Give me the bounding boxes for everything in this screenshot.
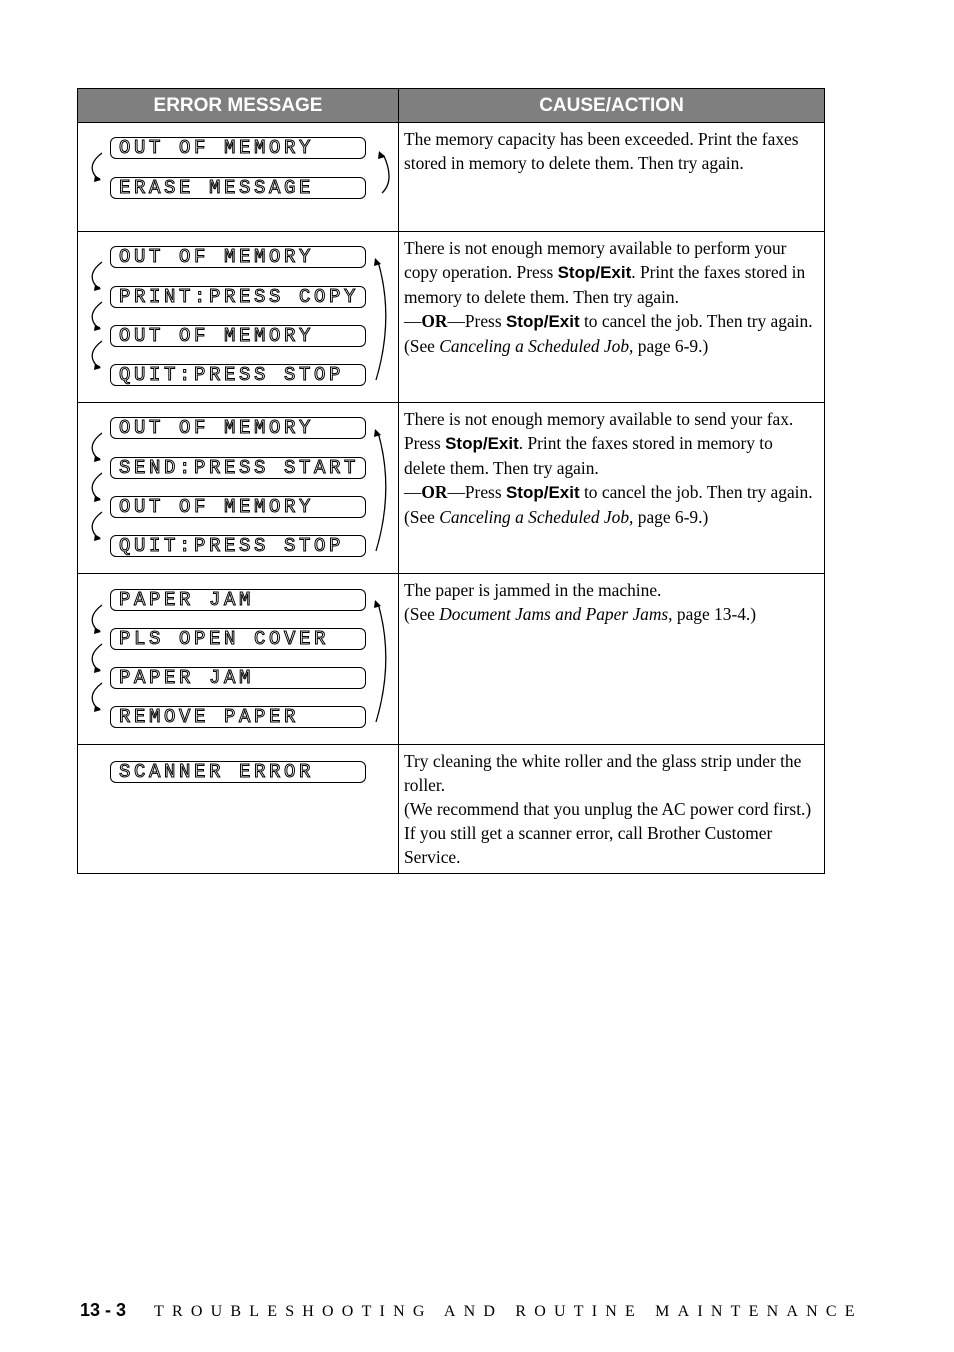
action-text: There is not enough memory available to send your fax. Press Stop/Exit. Print the faxes stored in memory to delete them. Then try again. — [404, 409, 794, 478]
lcd-display-message: PLS OPEN COVER — [110, 628, 366, 650]
stop-exit-key-label: Stop/Exit — [557, 263, 632, 282]
stop-exit-key-label: Stop/Exit — [445, 434, 519, 453]
error-message-cell — [78, 403, 399, 574]
action-text: There is not enough memory available to perform your copy operation. Press Stop/Exit. Print the faxes stored in memory to delete them. Then try again. — [404, 238, 806, 307]
lcd-display-message: OUT OF MEMORY — [110, 246, 366, 268]
lcd-display-message: SCANNER ERROR — [110, 761, 366, 783]
table-row — [78, 123, 825, 232]
error-message-cell — [78, 123, 399, 232]
cause-action-cell — [399, 403, 825, 574]
table-row — [78, 574, 825, 745]
action-alternative: —OR—Press Stop/Exit to cancel the job. Then try again. (See Canceling a Scheduled Job, page 6-9.) — [404, 311, 813, 356]
stop-exit-key-label: Stop/Exit — [505, 483, 580, 502]
header-error-message: ERROR MESSAGE — [78, 89, 399, 123]
table-row — [78, 232, 825, 403]
message-cycle-arrows-icon — [78, 574, 398, 744]
action-reference: (See Document Jams and Paper Jams, page 13-4.) — [404, 604, 757, 624]
lcd-display-message: PAPER JAM — [110, 589, 366, 611]
lcd-display-message: SEND:PRESS START — [110, 457, 366, 479]
table-row — [78, 403, 825, 574]
or-label: OR — [421, 311, 448, 331]
stop-exit-key-label: Stop/Exit — [505, 312, 580, 331]
cross-reference: Canceling a Scheduled Job, — [439, 507, 634, 527]
lcd-display-message: PRINT:PRESS COPY — [110, 286, 366, 308]
table-header-row — [78, 89, 825, 123]
action-text: Try cleaning the white roller and the glass strip under the roller. — [404, 751, 802, 795]
error-message-cell — [78, 574, 399, 745]
cause-action-cell — [399, 574, 825, 745]
header-cause-action: CAUSE/ACTION — [399, 89, 825, 123]
lcd-display-message: OUT OF MEMORY — [110, 496, 366, 518]
lcd-display-message: OUT OF MEMORY — [110, 325, 366, 347]
lcd-display-message: OUT OF MEMORY — [110, 417, 366, 439]
lcd-display-message: ERASE MESSAGE — [110, 177, 366, 199]
page-number: 13 - 3 — [80, 1300, 127, 1320]
lcd-display-message: OUT OF MEMORY — [110, 137, 366, 159]
action-text: The memory capacity has been exceeded. Print the faxes stored in memory to delete them. Then try again. — [404, 129, 799, 173]
cause-action-cell — [399, 745, 825, 874]
cause-action-cell — [399, 123, 825, 232]
lcd-display-message: REMOVE PAPER — [110, 706, 366, 728]
lcd-display-message: QUIT:PRESS STOP — [110, 535, 366, 557]
error-message-cell — [78, 745, 399, 874]
message-cycle-arrows-icon — [78, 403, 398, 573]
error-message-table — [77, 88, 825, 874]
lcd-display-message: QUIT:PRESS STOP — [110, 364, 366, 386]
cross-reference: Document Jams and Paper Jams, — [439, 604, 673, 624]
action-text: The paper is jammed in the machine. — [404, 580, 662, 600]
message-cycle-arrows-icon — [78, 123, 398, 231]
action-alternative: —OR—Press Stop/Exit to cancel the job. Then try again. (See Canceling a Scheduled Job, page 6-9.) — [404, 482, 813, 527]
table-row — [78, 745, 825, 874]
lcd-display-message: PAPER JAM — [110, 667, 366, 689]
error-message-cell — [78, 232, 399, 403]
action-text: (We recommend that you unplug the AC power cord first.) If you still get a scanner error, call Brother Customer Service. — [404, 799, 812, 867]
chapter-title: TROUBLESHOOTING AND ROUTINE MAINTENANCE — [154, 1303, 863, 1320]
or-label: OR — [421, 482, 448, 502]
page-footer — [80, 1300, 863, 1321]
cross-reference: Canceling a Scheduled Job, — [439, 336, 634, 356]
cause-action-cell — [399, 232, 825, 403]
message-cycle-arrows-icon — [78, 232, 398, 402]
